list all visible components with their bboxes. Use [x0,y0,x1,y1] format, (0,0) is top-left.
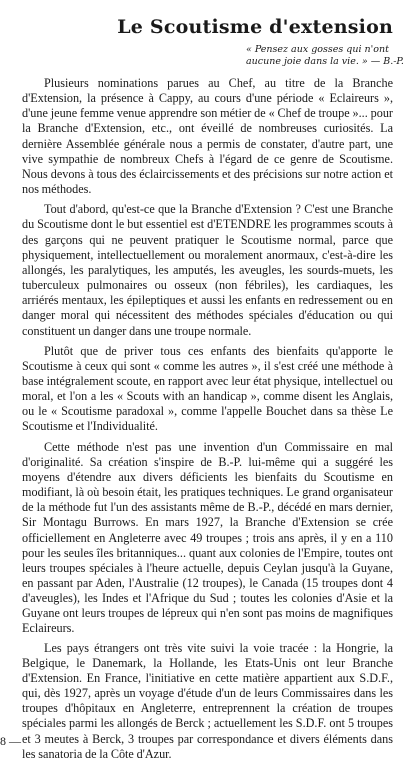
paragraph-4: Cette méthode n'est pas une invention d'un Commissaire en mal d'originalité. Sa création s'inspire de B.-P. lui-même qui a suggéré les moyens d'étendre aux divers déficients les bienfaits du Scoutisme en modifiant, là où besoin était, les pratiques techniques. Le grand organisateur de la méthode fut l'un des assistants même de B.-P., décédé en mars dernier, Sir Montagu Burrows. En mars 1927, la Branche d'Extension se crée officiellement en Angleterre avec 49 troupes ; trois ans après, il y en a 110 pour les seules îles britanniques... quant aux colonies de l'Empire, toutes ont leurs troupes spéciales à l'heure actuelle, depuis Ceylan jusqu'à la Guyane, en passant par Aden, l'Australie (12 troupes), le Canada (15 troupes dont 4 d'aveugles), les Indes et l'Afrique du Sud ; toutes les colonies d'Asie et la Guyane ont leurs troupes de lépreux qui n'en sont pas moins de magnifiques Eclaireurs. [22,439,393,636]
paragraph-5: Les pays étrangers ont très vite suivi la voie tracée : la Hongrie, la Belgique, le Danemark, la Hollande, les Etats-Unis ont leur Branche d'Extension. En France, l'initiative en cette matière appartient aux S.D.F., qui, dès 1927, après un voyage d'étude d'un de leurs Commissaires dans les troupes d'hôpitaux en Angleterre, entreprennent la création de troupes spéciales parmi les allongés de Berck ; actuellement les S.D.F. ont 5 troupes et 3 meutes à Berck, 3 troupes par correspondance et divers éléments dans les sanatoria de la Côte d'Azur. [22,640,393,761]
page-number: 8 — [0,734,21,748]
paragraph-2: Tout d'abord, qu'est-ce que la Branche d'Extension ? C'est une Branche du Scoutisme dont le but essentiel est d'ETENDRE les programmes scouts à des garçons qui ne peuvent pratiquer le Scoutisme normal, parce que physiquement, intellectuellement ou moralement anormaux, c'est-à-dire les allongés, les paralytiques, les amputés, les aveugles, les sourds-muets, les tuberculeux pulmonaires ou osseux (non fébriles), les cardiaques, les arriérés mentaux, les épileptiques et aussi les enfants en redressement ou en danger moral qui nécessitent des méthodes spéciales d'éducation ou qui constituent un danger dans une troupe normale. [22,202,393,338]
article-body [22,76,393,762]
paragraph-3: Plutôt que de priver tous ces enfants des bienfaits qu'apporte le Scoutisme à ceux qui sont « comme les autres », il s'est créé une méthode à base intégralement scoute, en rapport avec leur état physique, intellectuel ou moral, et l'on a les « Scouts with an handicap », comme disent les Anglais, ou le « Scoutisme paradoxal », comme l'appelle Bouchet dans sa thèse Le Scoutisme et l'Individualité. [22,343,393,434]
paragraph-1: Plusieurs nominations parues au Chef, au titre de la Branche d'Extension, la présence à Cappy, au cours d'une période « Eclaireurs », d'une jeune femme venue apprendre son métier de « Chef de troupe »... pour la Branche d'Extension, etc., ont éveillé de nombreuses curiosités. La dernière Assemblée générale nous a permis de constater, d'autre part, une vive sympathie de nombreux Chefs à l'égard de ce genre de Scoutisme. Nous devons à tous des éclaircissements et des précisions sur notre action et nos méthodes. [22,76,393,197]
article-title: Le Scoutisme d'extension [117,16,393,38]
epigraph-quote: « Pensez aux gosses qui n'ont aucune joie dans la vie. » — B.-P. [246,44,404,67]
